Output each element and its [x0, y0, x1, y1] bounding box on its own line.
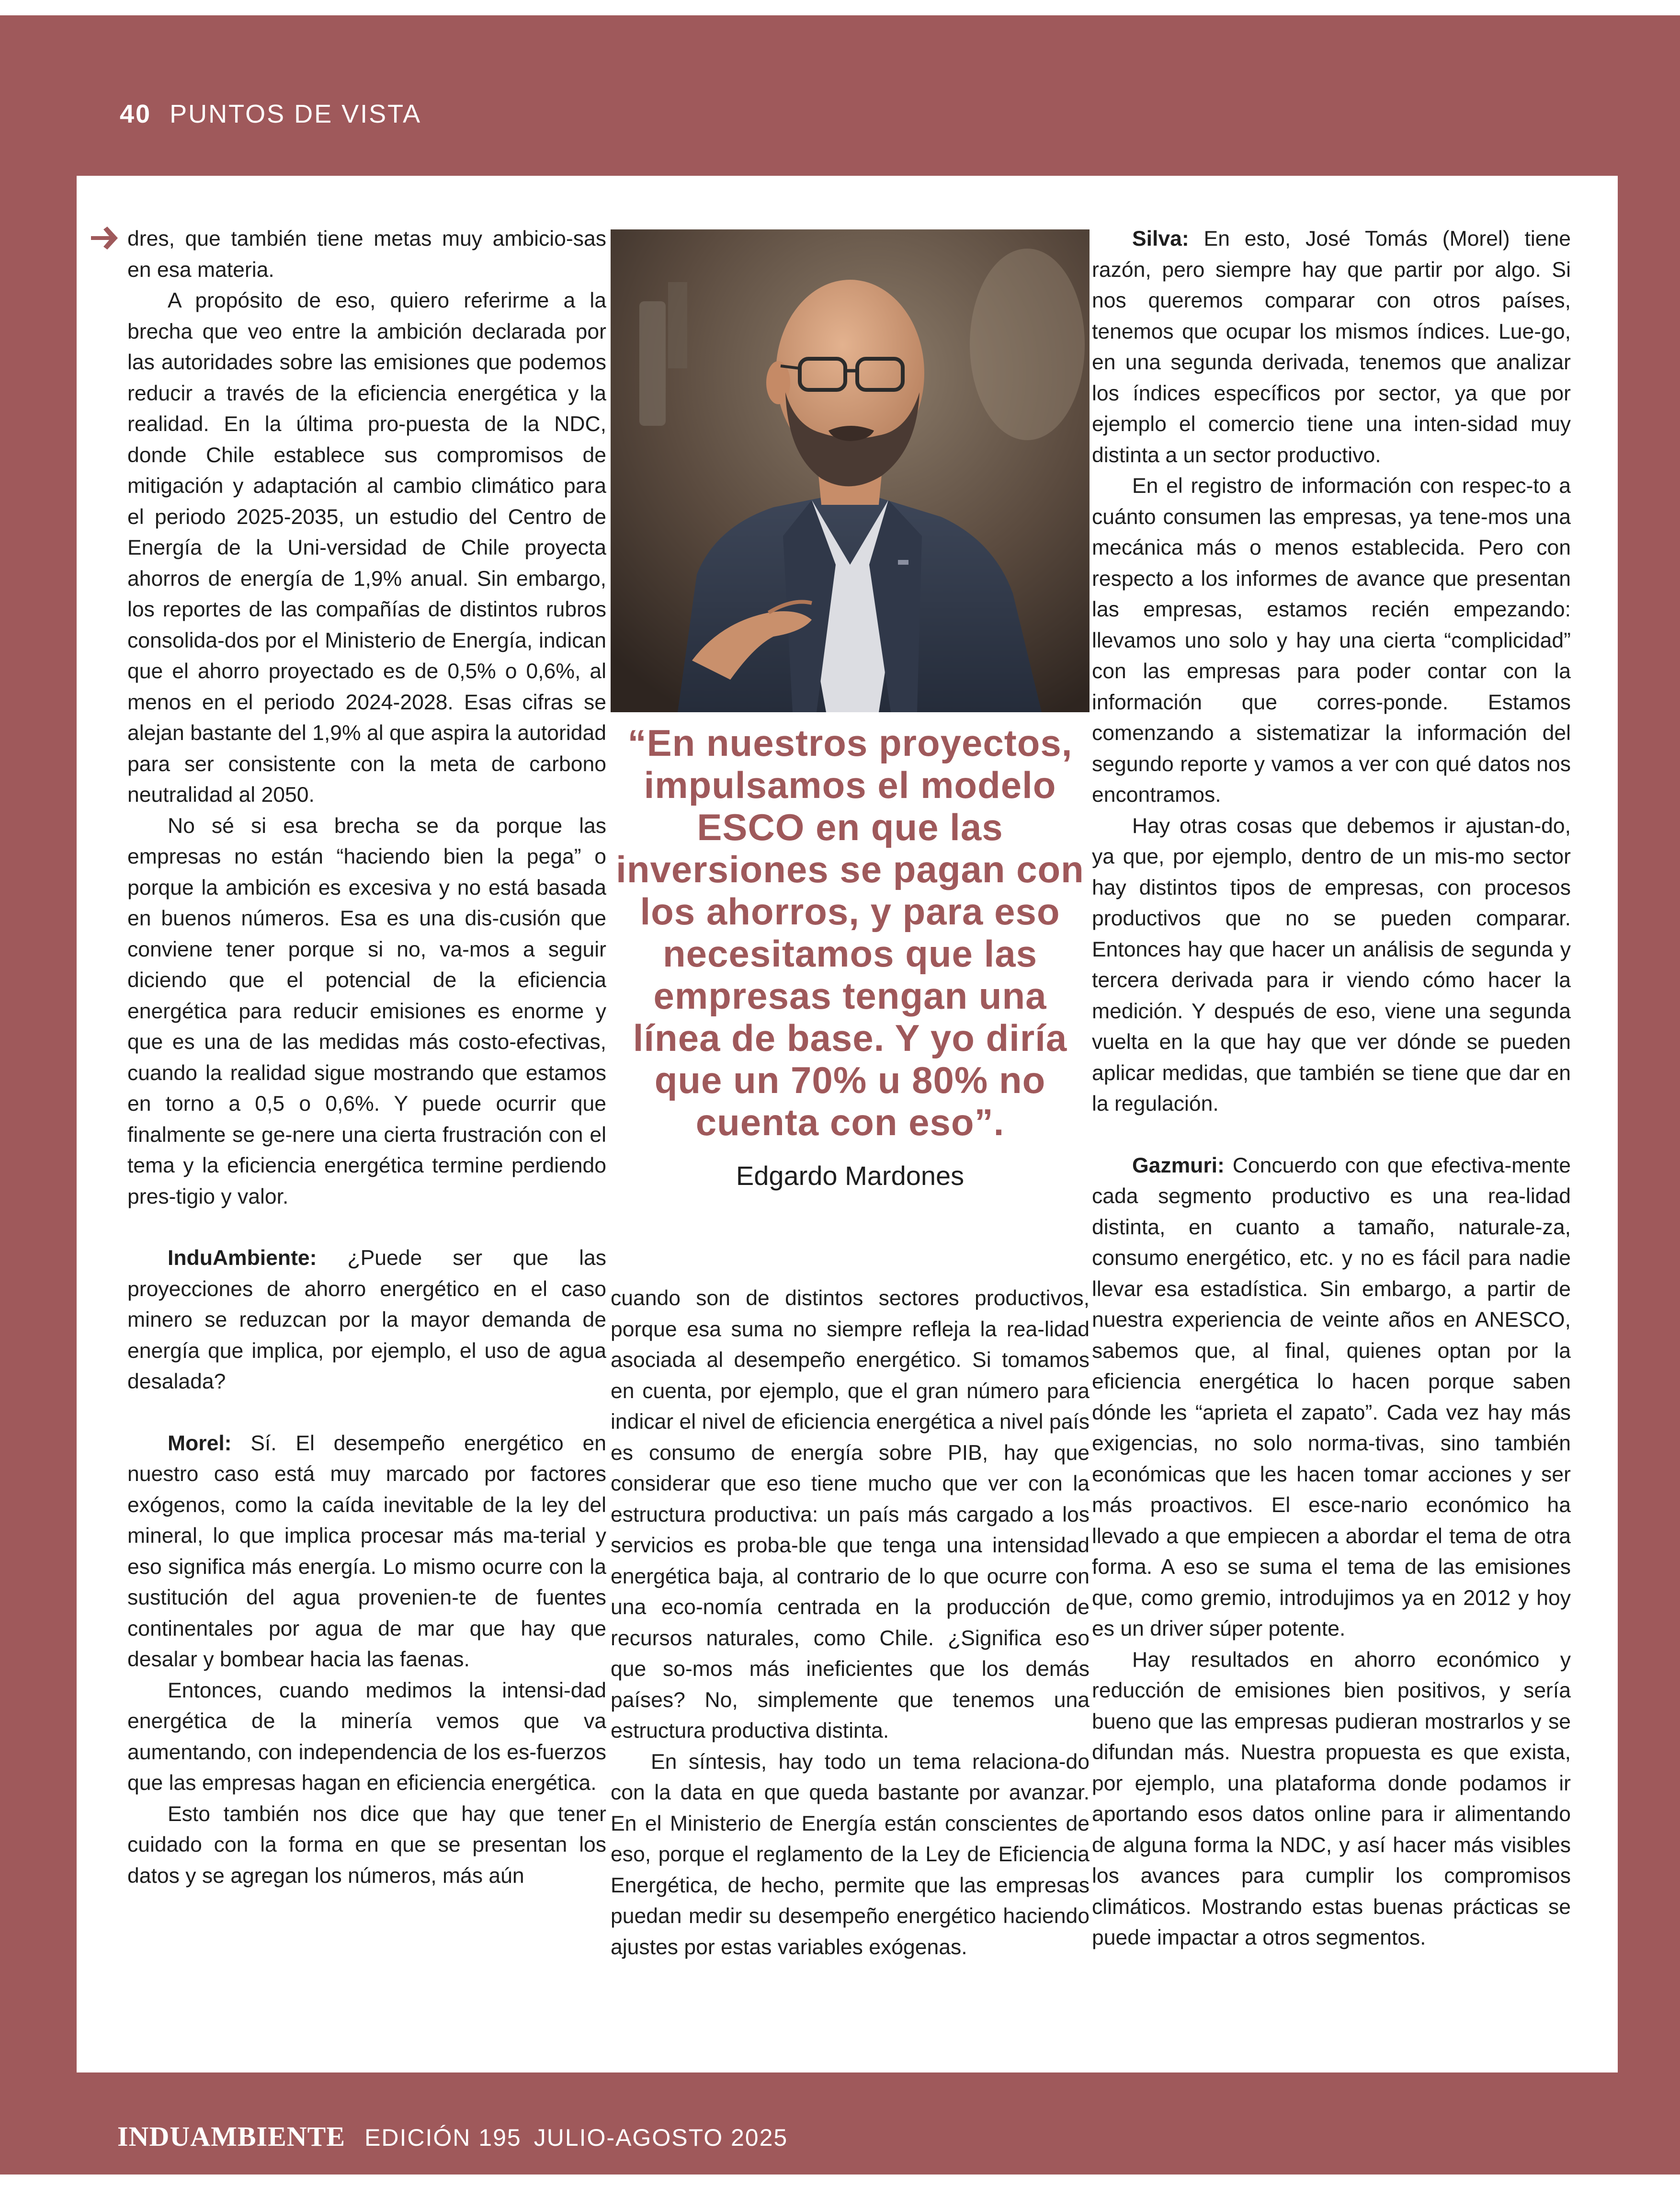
paragraph: No sé si esa brecha se da porque las empresas no están “haciendo bien la pega” o porque la ambición es excesiva y no está basada en buenos números. Esa es una dis-cusión que conviene tener porque si no, va-mos a seguir diciendo que el potencial de la eficiencia energética para reducir emisiones es enorme y que es una de las medidas más costo-efectivas, cuando la realidad sigue mostrando que estamos en torno a 0,5 o 0,6%. Y puede ocurrir que finalmente se ge-nere una cierta frustración con el tema y la eficiencia energética termine perdiendo pres-tigio y valor. [127, 814, 606, 1208]
answer-paragraph [127, 1428, 606, 1675]
page-number: 40 [120, 100, 152, 128]
issue-date: JULIO-AGOSTO 2025 [534, 2124, 788, 2151]
question-paragraph [127, 1243, 606, 1398]
magazine-logo: INDUAMBIENTE [117, 2121, 346, 2152]
column-3 [1092, 224, 1571, 1954]
column-2 [611, 1283, 1090, 1963]
column-1 [127, 224, 606, 1891]
paragraph: En el registro de información con respec-to a cuánto consumen las empresas, ya tene-mos una mecánica más o menos establecida. Pero con respecto a los informes de avance que presentan las empresas, estamos recién empezando: llevamos uno solo y hay una cierta “complicidad” con las empresas para poder contar con la información que corres-ponde. Estamos comenzando a sistematizar la información del segundo reporte y vamos a ver con qué datos nos encontramos. [1092, 474, 1571, 807]
paragraph: Esto también nos dice que hay que tener cuidado con la forma en que se presentan los datos y se agregan los números, más aún [127, 1802, 606, 1888]
paragraph: Entonces, cuando medimos la intensi-dad energética de la minería vemos que va aumentando, con independencia de los es-fuerzos que las empresas hagan en eficiencia energética. [127, 1678, 606, 1795]
answer-text: Sí. El desempeño energético en nuestro caso está muy marcado por factores exógenos, como la caída inevitable de la ley del mineral, lo que implica procesar más ma-terial y eso significa más energía. Lo mismo ocurre con la sustitución del agua provenien-te de fuentes continentales por agua de mar que hay que desalar y bombear hacia las faenas. [127, 1431, 606, 1671]
paragraph: A propósito de eso, quiero referirme a la brecha que veo entre la ambición declarada por las autoridades sobre las emisiones que podemos reducir a través de la eficiencia energética y la realidad. En la última pro-puesta de la NDC, donde Chile establece sus compromisos de mitigación y adaptación al cambio climático para el periodo 2025-2035, un estudio del Centro de Energía de la Uni-versidad de Chile proyecta ahorros de energía de 1,9% anual. Sin embargo, los reportes de las compañías de distintos rubros consolida-dos por el Ministerio de Energía, indican que el ahorro proyectado es de 0,5% o 0,6%, al menos en el periodo 2024-2028. Esas cifras se alejan bastante del 1,9% al que aspira la autoridad para ser consistente con la meta de carbono neutralidad al 2050. [127, 289, 606, 807]
paragraph: dres, que también tiene metas muy ambicio-sas en esa materia. [127, 227, 606, 282]
section-title: PUNTOS DE VISTA [170, 100, 422, 128]
portrait-illustration [611, 229, 1090, 712]
answer-text: En esto, José Tomás (Morel) tiene razón, pero siempre hay que partir por algo. Si nos queremos comparar con otros países, tenemos que ocupar los mismos índices. Lue-go, en una segunda derivada, tenemos que analizar los índices específicos por sector, ya que por ejemplo el comercio tiene una inten-sidad muy distinta a un sector productivo. [1092, 227, 1571, 467]
portrait-photo [611, 229, 1090, 712]
page-header [120, 99, 421, 129]
paragraph: Hay resultados en ahorro económico y reducción de emisiones bien positivos, y sería bueno que las empresas pudieran mostrarlos y se difundan más. Nuestra propuesta es que exista, por ejemplo, una plataforma donde podamos ir aportando esos datos online para ir alimentando de alguna forma la NDC, y así hacer más visibles los avances para cumplir los compromisos climáticos. Mostrando estas buenas prácticas se puede impactar a otros segmentos. [1092, 1648, 1571, 1949]
speaker-label: Silva: [1132, 227, 1189, 250]
speaker-label: InduAmbiente: [168, 1246, 317, 1270]
speaker-label: Gazmuri: [1132, 1153, 1225, 1177]
quote-attribution: Edgardo Mardones [736, 1161, 965, 1191]
question-text: ¿Puede ser que las proyecciones de ahorro energético en el caso minero se reduzcan por la mayor demanda de energía que implica, por ejemplo, el uso de agua desalada? [127, 1246, 606, 1393]
page-frame [0, 15, 1680, 2175]
answer-text: Concuerdo con que efectiva-mente cada segmento productivo es una rea-lidad distinta, en cuanto a tamaño, naturale-za, consumo energético, etc. y no es fácil para nadie llevar esa estadística. Sin embargo, a partir de nuestra experiencia de veinte años en ANESCO, sabemos que, al final, quienes optan por la eficiencia energética lo hacen porque saben dónde les “aprieta el zapato”. Cada vez hay más exigencias, no solo norma-tivas, sino también económicas que les hacen tomar acciones y ser más proactivos. El esce-nario económico ha llevado a que empiecen a abordar el tema de otra forma. A eso se suma el tema de las emisiones que, como gremio, introdujimos ya en 2012 y hoy es un driver súper potente. [1092, 1153, 1571, 1640]
paragraph: cuando son de distintos sectores productivos, porque esa suma no siempre refleja la rea-lidad asociada al desempeño energético. Si tomamos en cuenta, por ejemplo, que el gran número para indicar el nivel de eficiencia energética a nivel país es consumo de energía sobre PIB, hay que considerar que eso tiene mucho que ver con la estructura productiva: un país más cargado a los servicios es proba-ble que tenga una intensidad energética baja, al contrario de lo que ocurre con una eco-nomía centrada en la producción de recursos naturales, como Chile. ¿Significa eso que so-mos más ineficientes que los demás países? No, simplemente que tenemos una estructura productiva distinta. [611, 1287, 1090, 1742]
answer-paragraph [1092, 224, 1571, 471]
article-body [77, 176, 1618, 2072]
answer-paragraph [1092, 1150, 1571, 1645]
arrow-right-icon [88, 226, 120, 250]
paragraph: En síntesis, hay todo un tema relaciona-do con la data en que queda bastante por avanzar. En el Ministerio de Energía están conscientes de eso, porque el reglamento de la Ley de Eficiencia Energética, de hecho, permite que las empresas puedan medir su desempeño energético haciendo ajustes por estas variables exógenas. [611, 1750, 1090, 1959]
speaker-label: Morel: [168, 1431, 232, 1455]
paragraph: Hay otras cosas que debemos ir ajustan-do, ya que, por ejemplo, dentro de un mis-mo sector hay distintos tipos de empresas, con procesos productivos que no se pueden comparar. Entonces hay que hacer un análisis de segunda y tercera derivada para ir viendo cómo hacer la medición. Y después de eso, viene una segunda vuelta en la que hay que ver dónde se pueden aplicar medidas, que también se tiene que dar en la regulación. [1092, 814, 1571, 1116]
page-footer [117, 2120, 788, 2152]
pull-quote: “En nuestros proyectos, impulsamos el modelo ESCO en que las inversiones se pagan con los ahorros, y para eso necesitamos que las empresas tengan una línea de base. Y yo diría que un 70% u 80% no cuenta con eso”. [616, 722, 1084, 1143]
edition-number: EDICIÓN 195 [364, 2124, 522, 2151]
